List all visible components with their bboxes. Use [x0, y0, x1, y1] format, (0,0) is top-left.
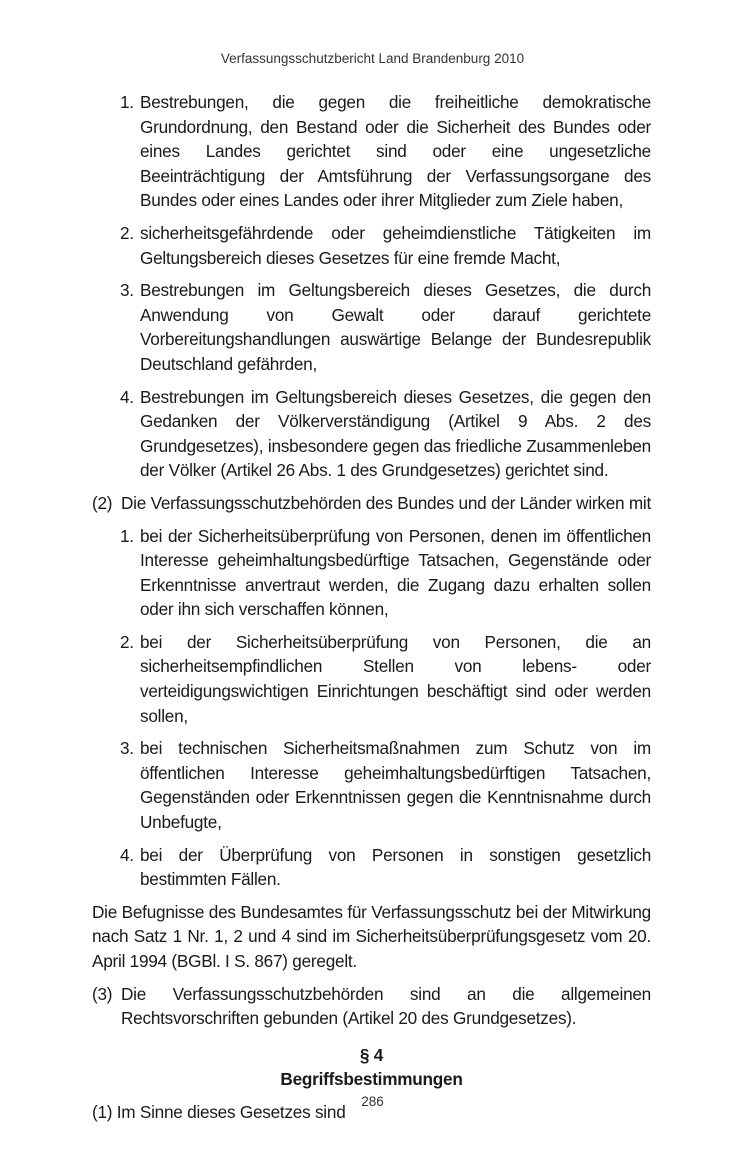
item-text: bei der Sicherheitsüberprüfung von Personen, die an sicherheitsempfindlichen Stellen von lebens- oder verteidigungswichtigen Einrichtungen beschäftigt sind oder werden sollen,	[140, 631, 651, 726]
item-number: 4.	[120, 844, 134, 865]
section-title: Begriffsbestimmungen	[280, 1069, 463, 1090]
paragraph-number: (2)	[92, 492, 113, 513]
section-number: § 4	[359, 1044, 384, 1065]
befugnisse-paragraph: Die Befugnisse des Bundesamtes für Verfassungsschutz bei der Mitwirkung nach Satz 1 Nr. 1, 2 und 4 sind im Sicherheitsüberprüfungsgesetz vom 20. April 1994 (BGBl. I S. 867) geregelt.	[92, 901, 651, 971]
item-number: 3.	[120, 738, 134, 759]
item-text: bei der Sicherheitsüberprüfung von Personen, denen im öffentlichen Interesse geheimhaltungsbedürftige Tatsachen, Gegenstände oder Erkenntnisse anvertraut werden, die Zugang dazu erhalten sollen oder ihn sich verschaffen können,	[140, 525, 651, 620]
paragraph-2	[92, 491, 651, 516]
paragraph-text: Die Verfassungsschutzbehörden des Bundes und der Länder wirken mit	[121, 492, 652, 513]
item-text: sicherheitsgefährdende oder geheimdienstliche Tätigkeiten im Geltungsbereich dieses Gesetzes für eine fremde Macht,	[140, 222, 651, 268]
item-text: Bestrebungen im Geltungsbereich dieses Gesetzes, die gegen den Gedanken der Völkerverständigung (Artikel 9 Abs. 2 des Grundgesetzes), insbesondere gegen das friedliche Zusammenleben der Völker (Artikel 26 Abs. 1 des Grundgesetzes) gerichtet sind.	[140, 386, 651, 481]
list-item	[92, 278, 651, 376]
item-text: bei technischen Sicherheitsmaßnahmen zum Schutz von im öffentlichen Interesse geheimhaltungsbedürftigen Tatsachen, Gegenständen oder Erkenntnissen gegen die Kenntnisnahme durch Unbefugte,	[140, 738, 651, 833]
list-item	[92, 843, 651, 892]
paragraph-text: Die Verfassungsschutzbehörden sind an die allgemeinen Rechtsvorschriften gebunden (Artikel 20 des Grundgesetzes).	[121, 983, 651, 1029]
page-body	[92, 90, 651, 1133]
item-number: 2.	[120, 222, 134, 243]
list-item	[92, 385, 651, 483]
item-number: 3.	[120, 280, 134, 301]
list-item	[92, 524, 651, 622]
list-item	[92, 736, 651, 834]
paragraph-1: (1) Im Sinne dieses Gesetzes sind	[92, 1101, 346, 1122]
item-number: 4.	[120, 386, 134, 407]
item-text: Bestrebungen, die gegen die freiheitliche demokratische Grundordnung, den Bestand oder die Sicherheit des Bundes oder eines Landes gerichtet sind oder eine ungesetzliche Beeinträchtigung der Amtsführung der Verfassungsorgane des Bundes oder eines Landes oder ihrer Mitglieder zum Ziele haben,	[140, 92, 651, 211]
paragraph-number: (3)	[92, 983, 113, 1004]
list-item	[92, 90, 651, 213]
page-number: 286	[361, 1094, 384, 1109]
paragraph-3	[92, 982, 651, 1031]
list-item	[92, 630, 651, 728]
item-text: Bestrebungen im Geltungsbereich dieses Gesetzes, die durch Anwendung von Gewalt oder darauf gerichtete Vorbereitungshandlungen auswärtige Belange der Bundesrepublik Deutschland gefährden,	[140, 280, 651, 374]
item-number: 1.	[120, 525, 134, 546]
item-number: 2.	[120, 631, 134, 652]
list-item	[92, 221, 651, 270]
item-number: 1.	[120, 92, 134, 112]
running-header: Verfassungsschutzbericht Land Brandenburg 2010	[220, 51, 525, 66]
item-text: bei der Überprüfung von Personen in sonstigen gesetzlich bestimmten Fällen.	[140, 844, 651, 890]
